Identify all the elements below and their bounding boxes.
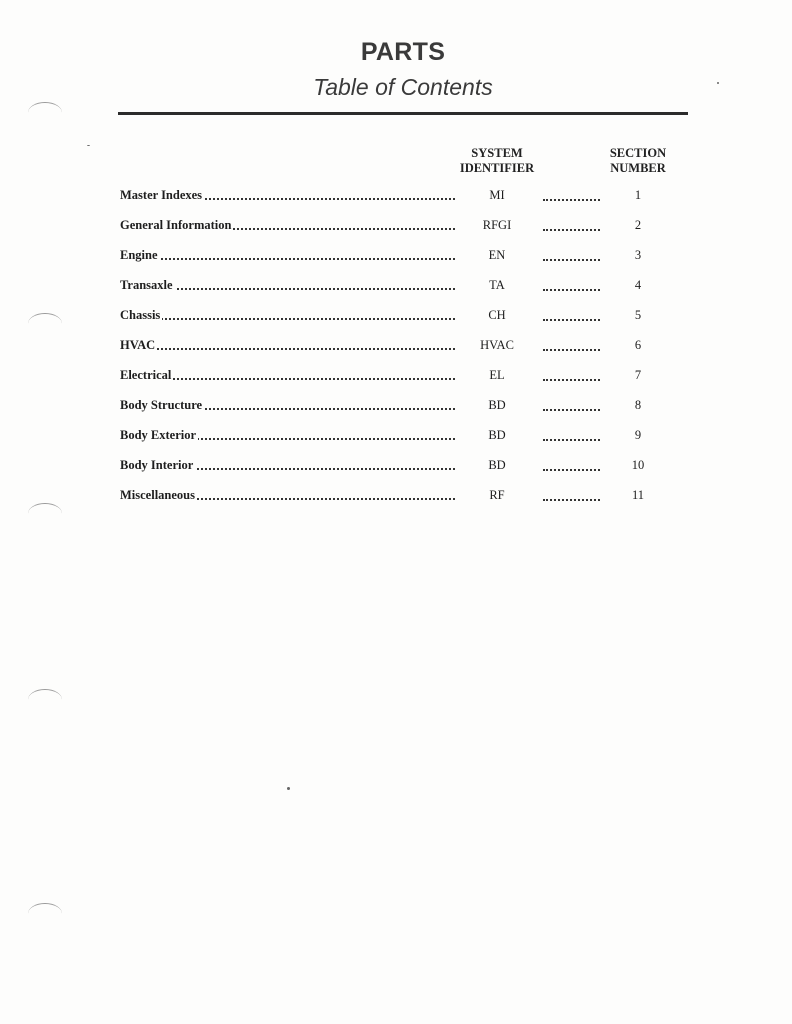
dot-leader	[543, 289, 600, 291]
toc-entry-label: Master Indexes	[120, 188, 203, 202]
dot-leader	[120, 318, 455, 320]
punch-hole-mark	[28, 903, 62, 924]
toc-entry-label: HVAC	[120, 338, 156, 352]
punch-hole-mark	[28, 102, 62, 123]
dot-leader	[543, 229, 600, 231]
toc-system-id: RFGI	[482, 218, 512, 232]
toc-entry-label: Engine	[120, 248, 158, 262]
toc-row	[0, 248, 792, 268]
toc-entry-name	[120, 218, 455, 233]
toc-entry-name	[120, 488, 455, 503]
toc-system-id: BD	[488, 458, 506, 472]
toc-entry-name	[120, 338, 455, 353]
column-header-line: SECTION	[609, 146, 667, 160]
toc-section-number: 8	[634, 398, 642, 412]
toc-entry-label: Transaxle	[120, 278, 173, 292]
toc-entry-name	[120, 368, 455, 383]
toc-row	[0, 188, 792, 208]
toc-system-id: TA	[489, 278, 505, 292]
toc-row	[0, 428, 792, 448]
column-header-system-identifier	[447, 146, 547, 176]
toc-system-id: MI	[489, 188, 505, 202]
title-divider	[118, 112, 688, 115]
page-subtitle: Table of Contents	[313, 74, 493, 100]
dot-leader	[543, 469, 600, 471]
toc-section-number: 1	[634, 188, 642, 202]
toc-entry-label: Electrical	[120, 368, 172, 382]
column-header-line: IDENTIFIER	[459, 161, 535, 175]
toc-row	[0, 278, 792, 298]
toc-system-id: EN	[488, 248, 506, 262]
column-header-line: SYSTEM	[471, 146, 523, 160]
toc-entry-name	[120, 398, 455, 413]
toc-system-id: RF	[489, 488, 505, 502]
toc-row	[0, 218, 792, 238]
dot-leader	[543, 439, 600, 441]
toc-section-number: 9	[634, 428, 642, 442]
toc-entry-label: Chassis	[120, 308, 161, 322]
toc-row	[0, 308, 792, 328]
dot-leader	[543, 379, 600, 381]
column-header-section-number	[598, 146, 678, 176]
column-header-line: NUMBER	[610, 161, 666, 175]
toc-row	[0, 368, 792, 388]
toc-entry-label: Body Structure	[120, 398, 203, 412]
toc-entry-name	[120, 248, 455, 263]
toc-entry-name	[120, 188, 455, 203]
scan-speck	[287, 787, 290, 790]
toc-entry-label: Body Interior	[120, 458, 194, 472]
toc-section-number: 6	[634, 338, 642, 352]
toc-section-number: 5	[634, 308, 642, 322]
toc-entry-label: Body Exterior	[120, 428, 197, 442]
dot-leader	[543, 349, 600, 351]
toc-row	[0, 488, 792, 508]
toc-entry-name	[120, 308, 455, 323]
toc-system-id: BD	[488, 428, 506, 442]
toc-section-number: 7	[634, 368, 642, 382]
page-title: PARTS	[360, 38, 446, 66]
punch-hole-mark	[28, 689, 62, 710]
toc-entry-name	[120, 428, 455, 443]
toc-row	[0, 458, 792, 478]
toc-section-number: 4	[634, 278, 642, 292]
dot-leader	[543, 499, 600, 501]
toc-system-id: HVAC	[480, 338, 514, 352]
scan-speck	[87, 145, 90, 146]
dot-leader	[120, 258, 455, 260]
toc-row	[0, 338, 792, 358]
dot-leader	[543, 409, 600, 411]
toc-entry-name	[120, 458, 455, 473]
toc-entry-name	[120, 278, 455, 293]
toc-entry-label: Miscellaneous	[120, 488, 195, 502]
dot-leader	[543, 319, 600, 321]
toc-section-number: 3	[634, 248, 642, 262]
toc-section-number: 11	[631, 488, 645, 502]
toc-section-number: 10	[631, 458, 645, 472]
dot-leader	[543, 259, 600, 261]
toc-system-id: BD	[488, 398, 506, 412]
dot-leader	[120, 348, 455, 350]
toc-entry-label: General Information	[120, 218, 232, 232]
dot-leader	[543, 199, 600, 201]
toc-row	[0, 398, 792, 418]
toc-system-id: EL	[489, 368, 505, 382]
toc-system-id: CH	[488, 308, 506, 322]
toc-section-number: 2	[634, 218, 642, 232]
